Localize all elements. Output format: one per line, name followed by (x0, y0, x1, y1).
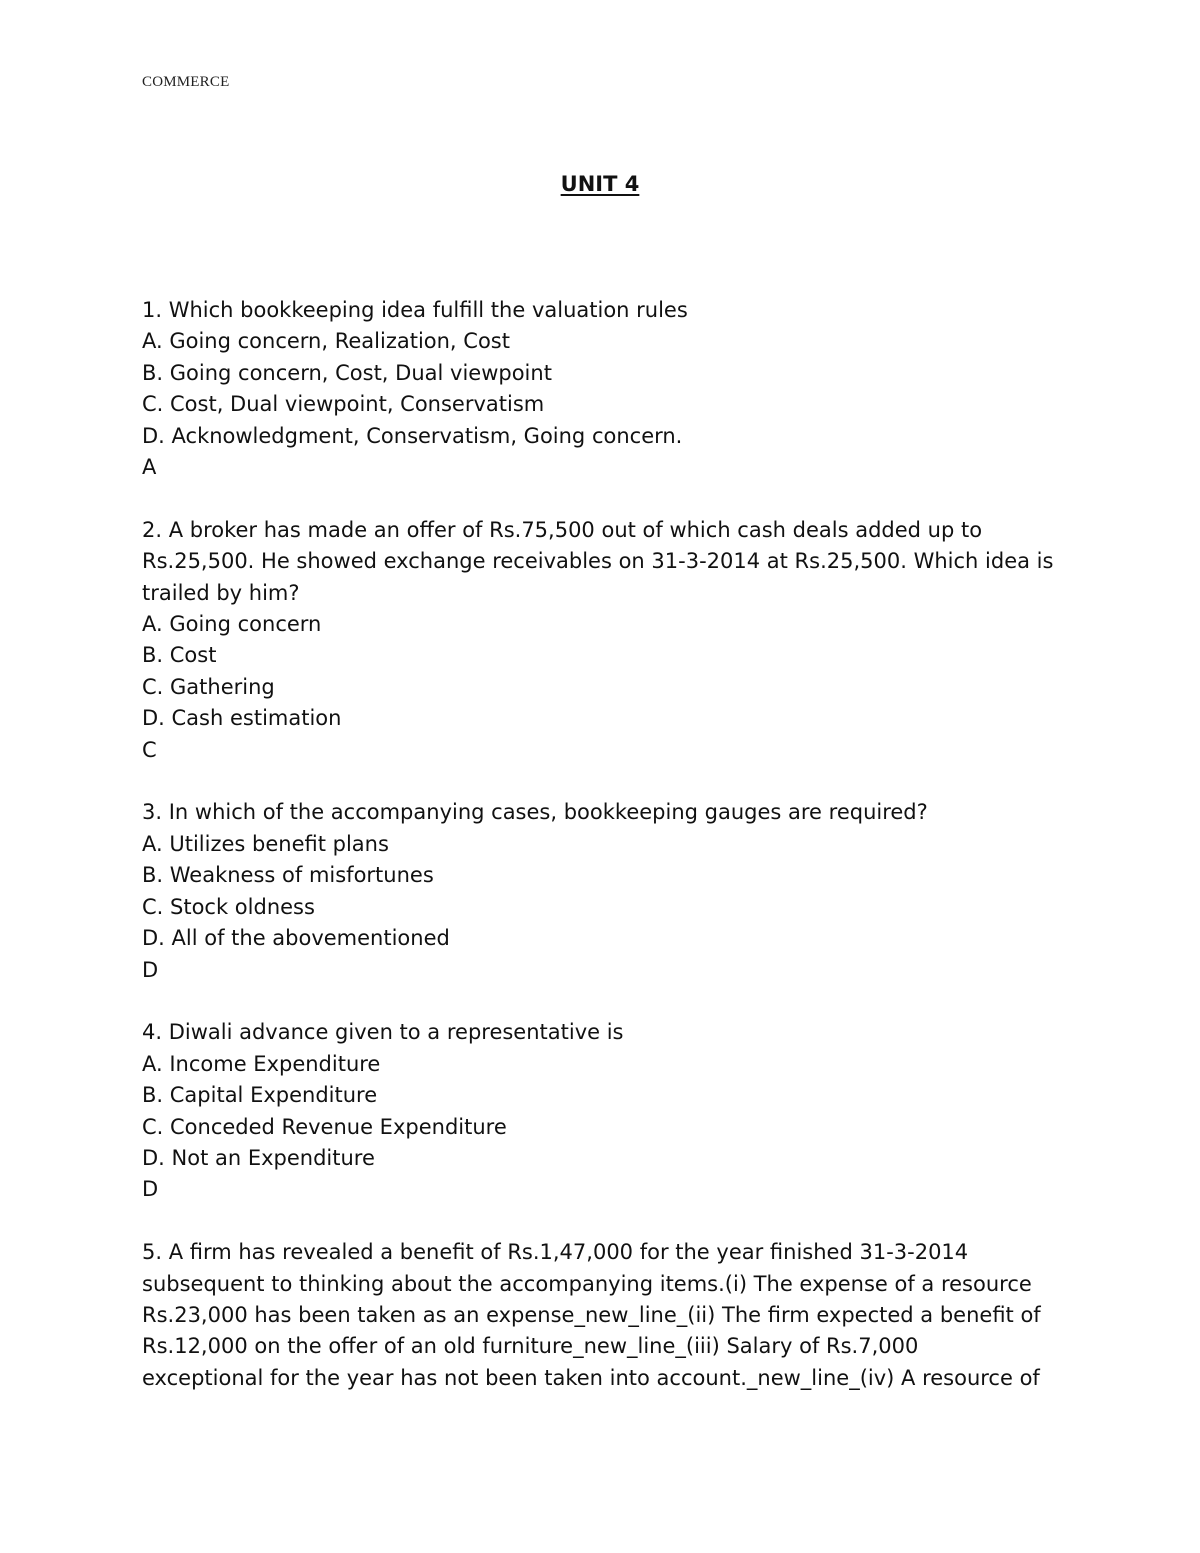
question-1 (142, 295, 1062, 483)
answer-option: A. Going concern, Realization, Cost (142, 329, 510, 354)
question-stem-line: Rs.23,000 has been taken as an expense_new_line_(ii) The firm expected a benefit of (142, 1302, 1041, 1327)
answer-option: C. Conceded Revenue Expenditure (142, 1114, 507, 1139)
question-stem-line: trailed by him? (142, 580, 300, 605)
question-stem-line: 4. Diwali advance given to a representative is (142, 1020, 624, 1045)
answer-option: D. Cash estimation (142, 706, 342, 731)
question-stem-line: Rs.25,500. He showed exchange receivables on 31-3-2014 at Rs.25,500. Which idea is (142, 549, 1054, 574)
answer-option: D. Not an Expenditure (142, 1145, 375, 1170)
question-3 (142, 797, 1062, 985)
page-header-label: COMMERCE (142, 74, 230, 90)
answer-option: D. All of the abovementioned (142, 926, 450, 951)
answer-option: A. Income Expenditure (142, 1051, 381, 1076)
correct-answer: D (142, 957, 159, 982)
question-stem-line: Rs.12,000 on the offer of an old furniture_new_line_(iii) Salary of Rs.7,000 (142, 1334, 919, 1359)
answer-option: D. Acknowledgment, Conservatism, Going concern. (142, 423, 683, 448)
question-stem-line: 2. A broker has made an offer of Rs.75,500 out of which cash deals added up to (142, 517, 983, 542)
answer-option: C. Stock oldness (142, 894, 315, 919)
answer-option: C. Cost, Dual viewpoint, Conservatism (142, 392, 545, 417)
answer-option: A. Utilizes benefit plans (142, 831, 389, 856)
question-stem-line: 5. A firm has revealed a benefit of Rs.1,47,000 for the year finished 31-3-2014 (142, 1240, 969, 1265)
question-stem-line: 3. In which of the accompanying cases, bookkeeping gauges are required? (142, 800, 928, 825)
question-2 (142, 515, 1062, 766)
answer-option: B. Going concern, Cost, Dual viewpoint (142, 360, 552, 385)
page-title: UNIT 4 (560, 172, 640, 196)
answer-option: A. Going concern (142, 612, 322, 637)
correct-answer: D (142, 1177, 159, 1202)
question-stem-line: 1. Which bookkeeping idea fulfill the valuation rules (142, 298, 688, 322)
correct-answer: C (142, 737, 157, 762)
question-stem-line: subsequent to thinking about the accompanying items.(i) The expense of a resource (142, 1271, 1032, 1296)
answer-option: B. Capital Expenditure (142, 1083, 378, 1108)
answer-option: B. Weakness of misfortunes (142, 863, 434, 888)
question-list (142, 295, 1062, 1426)
question-5 (142, 1237, 1062, 1394)
question-stem-line: exceptional for the year has not been taken into account._new_line_(iv) A resource of (142, 1365, 1040, 1390)
answer-option: B. Cost (142, 643, 217, 668)
answer-option: C. Gathering (142, 674, 275, 699)
question-4 (142, 1017, 1062, 1205)
correct-answer: A (142, 455, 157, 480)
